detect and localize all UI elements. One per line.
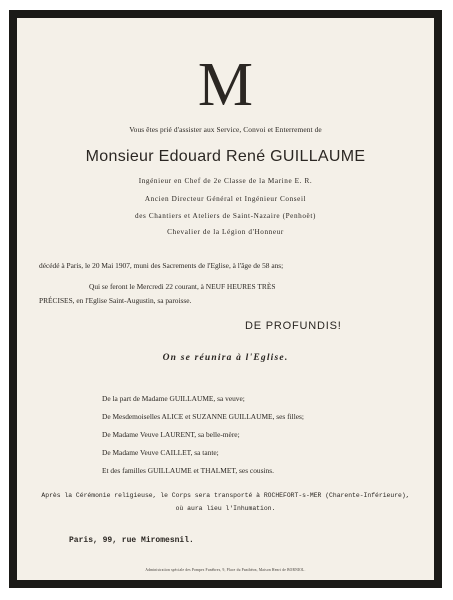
- service-place-line: PRÉCISES, en l'Eglise Saint-Augustin, sa paroisse.: [39, 296, 192, 305]
- service-time-line: Qui se feront le Mercredi 22 courant, à NEUF HEURES TRÈS: [89, 282, 276, 291]
- address: Paris, 99, rue Miromesnil.: [69, 536, 194, 545]
- invitation-text: Vous êtes prié d'assister aux Service, Convoi et Enterrement de: [129, 125, 322, 134]
- family-line: De Madame Veuve LAURENT, sa belle-mère;: [102, 430, 240, 439]
- de-profundis: DE PROFUNDIS!: [245, 320, 342, 332]
- funeral-announcement-card: [17, 18, 434, 580]
- title-line: Chevalier de la Légion d'Honneur: [167, 228, 284, 236]
- printer-notice: Administration spéciale des Pompes Funèbres, 9, Place du Panthéon, Maison Henri de BORNIOL.: [145, 568, 306, 572]
- monogram: M: [197, 51, 254, 119]
- gathering-note: On se réunira à l'Eglise.: [162, 353, 289, 363]
- title-line: Ingénieur en Chef de 2e Classe de la Marine E. R.: [138, 177, 313, 185]
- family-line: Et des familles GUILLAUME et THALMET, ses cousins.: [102, 466, 274, 475]
- burial-note: où aura lieu l'Inhumation.: [175, 505, 276, 512]
- family-line: De Mesdemoiselles ALICE et SUZANNE GUILLAUME, ses filles;: [102, 412, 304, 421]
- title-line: des Chantiers et Ateliers de Saint-Nazaire (Penhoët): [135, 212, 316, 220]
- family-line: De Madame Veuve CAILLET, sa tante;: [102, 448, 219, 457]
- deceased-name: Monsieur Edouard René GUILLAUME: [85, 148, 366, 165]
- title-line: Ancien Directeur Général et Ingénieur Conseil: [144, 195, 307, 203]
- family-line: De la part de Madame GUILLAUME, sa veuve;: [102, 394, 245, 403]
- death-notice: décédé à Paris, le 20 Mai 1907, muni des Sacrements de l'Eglise, à l'âge de 58 ans;: [39, 261, 284, 270]
- ceremony-note: Après la Cérémonie religieuse, le Corps sera transporté à ROCHEFORT-s-MER (Charente-Inférieure),: [41, 492, 410, 499]
